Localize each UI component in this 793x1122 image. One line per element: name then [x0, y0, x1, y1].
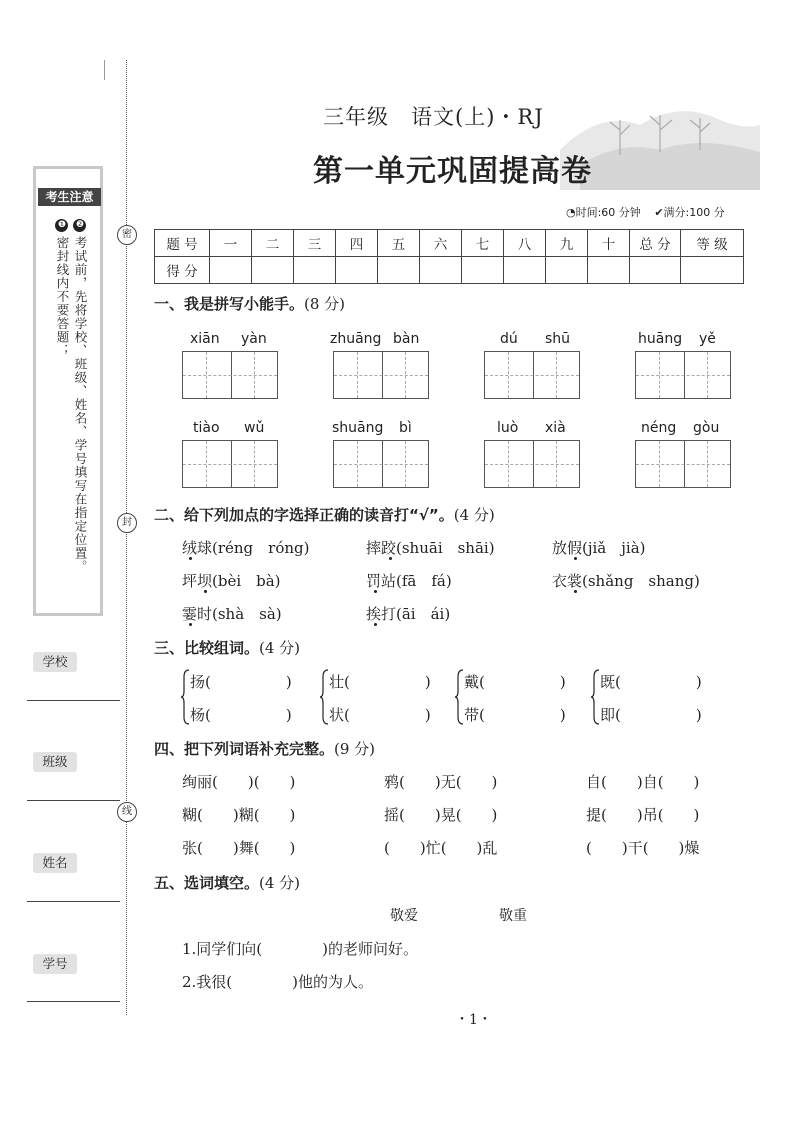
table-cell: 三	[294, 230, 336, 257]
section-title-text: 一、我是拼写小能手。	[154, 295, 305, 313]
score-table	[154, 229, 744, 284]
pinyin-syllable: tiào	[193, 420, 220, 436]
score-cell[interactable]	[210, 257, 252, 284]
pronunciation-item[interactable]: 衣裳(shǎng shang)	[552, 572, 700, 590]
table-cell: 题 号	[155, 230, 210, 257]
section-points: (4 分)	[259, 874, 301, 892]
writing-grid[interactable]	[182, 440, 278, 488]
number-2-icon: ❷	[75, 220, 85, 231]
seal-char-1: 密	[117, 225, 137, 245]
seal-char-2: 封	[117, 513, 137, 533]
table-cell: 等 级	[681, 230, 744, 257]
word-group-item[interactable]: 既( )	[600, 673, 702, 691]
writing-grid[interactable]	[182, 351, 278, 399]
score-cell[interactable]	[681, 257, 744, 284]
word-group-item[interactable]: 即( )	[600, 706, 702, 724]
table-cell: 总 分	[630, 230, 681, 257]
seal-char-3: 线	[117, 802, 137, 822]
emphasis-dot	[189, 557, 192, 560]
table-cell: 十	[588, 230, 630, 257]
word-completion-item[interactable]: 糊( )糊( )	[182, 806, 296, 824]
section-points: (9 分)	[334, 740, 376, 758]
table-cell: 得 分	[155, 257, 210, 284]
name-field[interactable]	[27, 901, 120, 902]
section-4-title	[154, 738, 375, 759]
score-cell[interactable]	[462, 257, 504, 284]
word-choice: 敬重	[499, 908, 527, 924]
score-cell[interactable]	[336, 257, 378, 284]
notice-item-2	[73, 219, 88, 599]
notice-text-1: 密封线内不要答题；	[55, 236, 70, 358]
notice-item-1	[55, 219, 70, 599]
writing-grid[interactable]	[484, 351, 580, 399]
word-choice: 敬爱	[390, 908, 418, 924]
pronunciation-item[interactable]: 放假(jiǎ jià)	[552, 539, 646, 557]
emphasis-dot	[204, 590, 207, 593]
page-number: ・1・	[455, 1012, 492, 1028]
section-1-title	[154, 293, 345, 314]
pinyin-syllable: bì	[399, 420, 412, 436]
word-completion-item[interactable]: 提( )吊( )	[586, 806, 700, 824]
pinyin-syllable: dú	[500, 331, 518, 347]
word-completion-item[interactable]: 鸦( )无( )	[384, 773, 498, 791]
school-label: 学校	[33, 652, 77, 672]
fill-blank-item[interactable]: 2.我很( )他的为人。	[182, 973, 374, 991]
writing-grid[interactable]	[333, 351, 429, 399]
score-cell[interactable]	[588, 257, 630, 284]
table-cell: 九	[546, 230, 588, 257]
pinyin-syllable: xià	[545, 420, 566, 436]
class-field[interactable]	[27, 800, 120, 801]
writing-grid[interactable]	[635, 351, 731, 399]
section-title-text: 五、选词填空。	[154, 874, 260, 892]
score-table-header-row	[155, 230, 744, 257]
table-cell: 四	[336, 230, 378, 257]
exam-meta	[566, 204, 735, 220]
writing-grid[interactable]	[484, 440, 580, 488]
emphasis-dot	[574, 590, 577, 593]
score-cell[interactable]	[252, 257, 294, 284]
word-group-item[interactable]: 状( )	[329, 706, 431, 724]
pinyin-syllable: néng	[641, 420, 677, 436]
pronunciation-item[interactable]: 霎时(shà sà)	[182, 605, 282, 623]
pronunciation-item[interactable]: 摔跤(shuāi shāi)	[366, 539, 495, 557]
class-label: 班级	[33, 752, 77, 772]
word-completion-item[interactable]: 自( )自( )	[586, 773, 700, 791]
pinyin-syllable: shū	[545, 331, 571, 347]
word-group-item[interactable]: 壮( )	[329, 673, 431, 691]
score-cell[interactable]	[546, 257, 588, 284]
pronunciation-item[interactable]: 绒球(réng róng)	[182, 539, 310, 557]
section-3-title	[154, 637, 300, 658]
table-cell: 一	[210, 230, 252, 257]
table-cell: 八	[504, 230, 546, 257]
notice-text-2: 考试前，先将学校、班级、姓名、学号填写在指定位置。	[73, 236, 88, 574]
seal-line	[126, 60, 127, 1015]
notice-box	[33, 166, 103, 616]
pinyin-syllable: luò	[497, 420, 519, 436]
pronunciation-item[interactable]: 坪坝(bèi bà)	[182, 572, 281, 590]
pinyin-syllable: xiān	[190, 331, 220, 347]
emphasis-dot	[374, 623, 377, 626]
name-label: 姓名	[33, 853, 77, 873]
page-title: 第一单元巩固提高卷	[313, 154, 592, 189]
section-title-text: 二、给下列加点的字选择正确的读音打“√”。	[154, 506, 454, 524]
student-id-label: 学号	[33, 954, 77, 974]
pinyin-syllable: huāng	[638, 331, 683, 347]
word-completion-item[interactable]: 绚丽( )( )	[182, 773, 296, 791]
section-points: (8 分)	[304, 295, 346, 313]
score-cell[interactable]	[378, 257, 420, 284]
word-group-item[interactable]: 杨( )	[190, 706, 292, 724]
table-cell: 七	[462, 230, 504, 257]
emphasis-dot	[374, 590, 377, 593]
pronunciation-item[interactable]: 罚站(fā fá)	[366, 572, 452, 590]
pinyin-syllable: yàn	[241, 331, 267, 347]
section-2-title	[154, 504, 495, 525]
pronunciation-item[interactable]: 挨打(āi ái)	[366, 605, 451, 623]
section-title-text: 四、把下列词语补充完整。	[154, 740, 335, 758]
table-cell: 二	[252, 230, 294, 257]
pinyin-syllable: yě	[699, 331, 716, 347]
fill-blank-item[interactable]: 1.同学们向( )的老师问好。	[182, 940, 419, 958]
emphasis-dot	[189, 623, 192, 626]
time-limit: ◔时间:60 分钟	[566, 206, 641, 219]
section-points: (4 分)	[453, 506, 495, 524]
word-group-item[interactable]: 戴( )	[464, 673, 566, 691]
word-completion-item[interactable]: ( )干( )燥	[586, 839, 700, 857]
word-group-item[interactable]: 扬( )	[190, 673, 292, 691]
full-score: ✔满分:100 分	[654, 206, 725, 219]
score-cell[interactable]	[420, 257, 462, 284]
pinyin-syllable: bàn	[393, 331, 420, 347]
score-cell[interactable]	[294, 257, 336, 284]
score-cell[interactable]	[504, 257, 546, 284]
pinyin-syllable: zhuāng	[330, 331, 382, 347]
word-group-item[interactable]: 带( )	[464, 706, 566, 724]
score-cell[interactable]	[630, 257, 681, 284]
exam-grade-subject: 三年级 语文(上)・RJ	[323, 105, 544, 129]
word-completion-item[interactable]: 张( )舞( )	[182, 839, 296, 857]
pinyin-syllable: shuāng	[332, 420, 384, 436]
pinyin-syllable: wǔ	[244, 420, 265, 436]
emphasis-dot	[389, 557, 392, 560]
pinyin-syllable: gòu	[693, 420, 720, 436]
notice-title: 考生注意	[38, 188, 101, 206]
student-id-field[interactable]	[27, 1001, 120, 1002]
table-cell: 五	[378, 230, 420, 257]
table-cell: 六	[420, 230, 462, 257]
score-table-score-row	[155, 257, 744, 284]
writing-grid[interactable]	[635, 440, 731, 488]
word-completion-item[interactable]: ( )忙( )乱	[384, 839, 498, 857]
margin-rule	[104, 60, 105, 80]
section-5-title	[154, 872, 300, 893]
writing-grid[interactable]	[333, 440, 429, 488]
school-field[interactable]	[27, 700, 120, 701]
section-points: (4 分)	[259, 639, 301, 657]
number-1-icon: ❶	[57, 220, 67, 231]
section-title-text: 三、比较组词。	[154, 639, 260, 657]
emphasis-dot	[574, 557, 577, 560]
word-completion-item[interactable]: 摇( )晃( )	[384, 806, 498, 824]
